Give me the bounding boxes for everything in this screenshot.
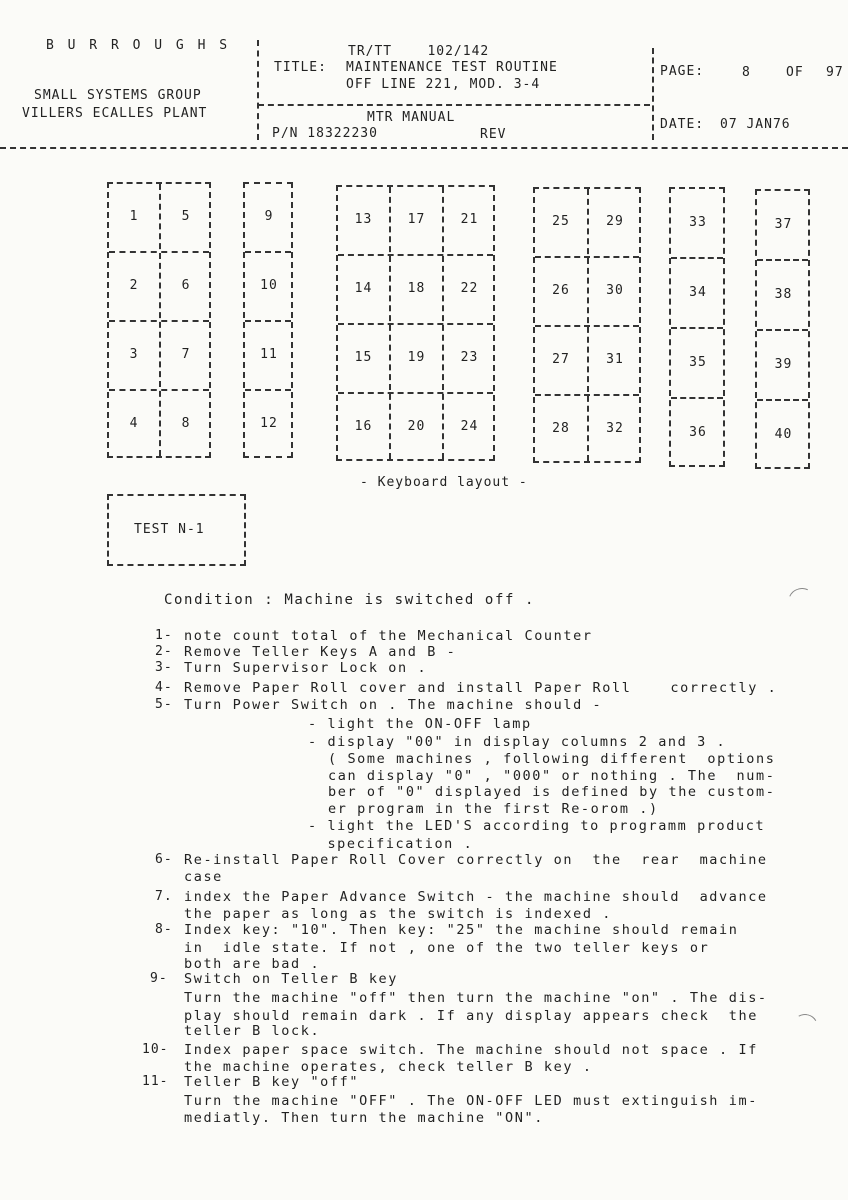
step-text-line: Turn Power Switch on . The machine should -: [184, 697, 603, 713]
key-38: 38: [774, 286, 793, 302]
step-text-line: the paper as long as the switch is indexed .: [184, 906, 613, 922]
key-6: 6: [181, 278, 191, 293]
key-3: 3: [129, 347, 139, 362]
step-number: 8-: [155, 922, 173, 937]
step-number: 4-: [155, 680, 173, 695]
step-text-line: - light the LED'S according to programm product: [308, 818, 766, 834]
step-text-line: case: [184, 869, 223, 885]
key-2: 2: [129, 278, 139, 293]
manual-name: MTR MANUAL: [367, 110, 456, 125]
step-number: 3-: [155, 660, 173, 675]
group-name: SMALL SYSTEMS GROUP: [34, 88, 202, 103]
condition-text: Condition : Machine is switched off .: [164, 592, 536, 608]
key-5: 5: [181, 209, 191, 224]
title-line-2: OFF LINE 221, MOD. 3-4: [346, 77, 541, 92]
key-31: 31: [606, 352, 624, 367]
page-number: 8: [742, 65, 751, 80]
page-label: PAGE:: [660, 64, 705, 79]
step-text-line: - display "00" in display columns 2 and 3 .: [308, 734, 727, 750]
key-12: 12: [260, 416, 278, 431]
step-text-line: note count total of the Mechanical Counter: [184, 628, 593, 644]
step-text-line: Remove Paper Roll cover and install Paper Roll correctly .: [184, 680, 778, 696]
step-text-line: Index paper space switch. The machine should not space . If: [184, 1042, 758, 1058]
key-33: 33: [689, 214, 707, 230]
key-9: 9: [264, 209, 274, 224]
key-32: 32: [606, 421, 624, 436]
key-13: 13: [354, 212, 373, 227]
step-number: 10-: [142, 1042, 169, 1057]
revision-label: REV: [480, 127, 507, 142]
step-text-line: Teller B key "off": [184, 1074, 360, 1090]
step-text-line: Switch on Teller B key: [184, 971, 399, 987]
page-of: OF: [786, 65, 804, 80]
key-36: 36: [689, 424, 707, 440]
key-19: 19: [407, 350, 426, 365]
test-box-label: TEST N-1: [134, 522, 205, 537]
key-27: 27: [552, 352, 570, 367]
step-text-line: mediatly. Then turn the machine "ON".: [184, 1110, 544, 1126]
key-10: 10: [260, 278, 278, 293]
plant-name: VILLERS ECALLES PLANT: [22, 106, 208, 121]
key-15: 15: [354, 350, 373, 365]
key-8: 8: [181, 416, 191, 431]
step-text-line: specification .: [308, 836, 474, 852]
step-text-line: Turn Supervisor Lock on .: [184, 660, 428, 676]
step-text-line: in idle state. If not , one of the two teller keys or: [184, 940, 710, 956]
key-30: 30: [606, 283, 624, 298]
key-28: 28: [552, 421, 570, 436]
step-text-line: the machine operates, check teller B key .: [184, 1059, 593, 1075]
key-39: 39: [774, 356, 793, 372]
key-4: 4: [129, 416, 139, 431]
step-text-line: - light the ON-OFF lamp: [308, 716, 532, 732]
key-18: 18: [407, 281, 426, 296]
step-number: 9-: [150, 971, 168, 986]
step-text-line: Index key: "10". Then key: "25" the machine should remain: [184, 922, 739, 938]
key-1: 1: [129, 209, 139, 224]
key-11: 11: [260, 347, 278, 362]
key-25: 25: [552, 214, 570, 229]
step-text-line: ber of "0" displayed is defined by the custom-: [328, 784, 776, 800]
key-23: 23: [460, 350, 479, 365]
key-20: 20: [407, 419, 426, 434]
step-text-line: Remove Teller Keys A and B -: [184, 644, 457, 660]
key-34: 34: [689, 284, 707, 300]
step-number: 5-: [155, 697, 173, 712]
key-16: 16: [354, 419, 373, 434]
title-label: TITLE:: [274, 60, 327, 75]
key-14: 14: [354, 281, 373, 296]
step-number: 11-: [142, 1074, 169, 1089]
key-21: 21: [460, 212, 479, 227]
step-text-line: Turn the machine "OFF" . The ON-OFF LED must extinguish im-: [184, 1093, 758, 1109]
step-text-line: teller B lock.: [184, 1023, 321, 1039]
keyboard-caption: - Keyboard layout -: [360, 475, 528, 490]
company-name: B U R R O U G H S: [46, 38, 231, 53]
step-text-line: Re-install Paper Roll Cover correctly on the rear machine: [184, 852, 768, 868]
key-17: 17: [407, 212, 426, 227]
date-value: 07 JAN76: [720, 117, 791, 132]
key-7: 7: [181, 347, 191, 362]
key-37: 37: [774, 216, 793, 232]
key-22: 22: [460, 281, 479, 296]
step-text-line: index the Paper Advance Switch - the machine should advance: [184, 889, 768, 905]
key-29: 29: [606, 214, 624, 229]
step-text-line: ( Some machines , following different options: [328, 751, 776, 767]
step-text-line: both are bad .: [184, 956, 321, 972]
step-number: 6-: [155, 852, 173, 867]
title-line-1: MAINTENANCE TEST ROUTINE: [346, 60, 558, 75]
key-40: 40: [774, 426, 793, 442]
step-number: 2-: [155, 644, 173, 659]
date-label: DATE:: [660, 117, 705, 132]
step-number: 7.: [155, 889, 173, 904]
page-total: 97: [826, 65, 844, 80]
part-number: P/N 18322230: [272, 126, 378, 141]
key-35: 35: [689, 354, 707, 370]
step-text-line: Turn the machine "off" then turn the machine "on" . The dis-: [184, 990, 768, 1006]
key-26: 26: [552, 283, 570, 298]
key-24: 24: [460, 419, 479, 434]
step-text-line: play should remain dark . If any display appears check the: [184, 1008, 758, 1024]
step-text-line: er program in the first Re-orom .): [328, 801, 659, 817]
doc-code: TR/TT 102/142: [348, 44, 490, 59]
step-text-line: can display "0" , "000" or nothing . The num-: [328, 768, 776, 784]
step-number: 1-: [155, 628, 173, 643]
